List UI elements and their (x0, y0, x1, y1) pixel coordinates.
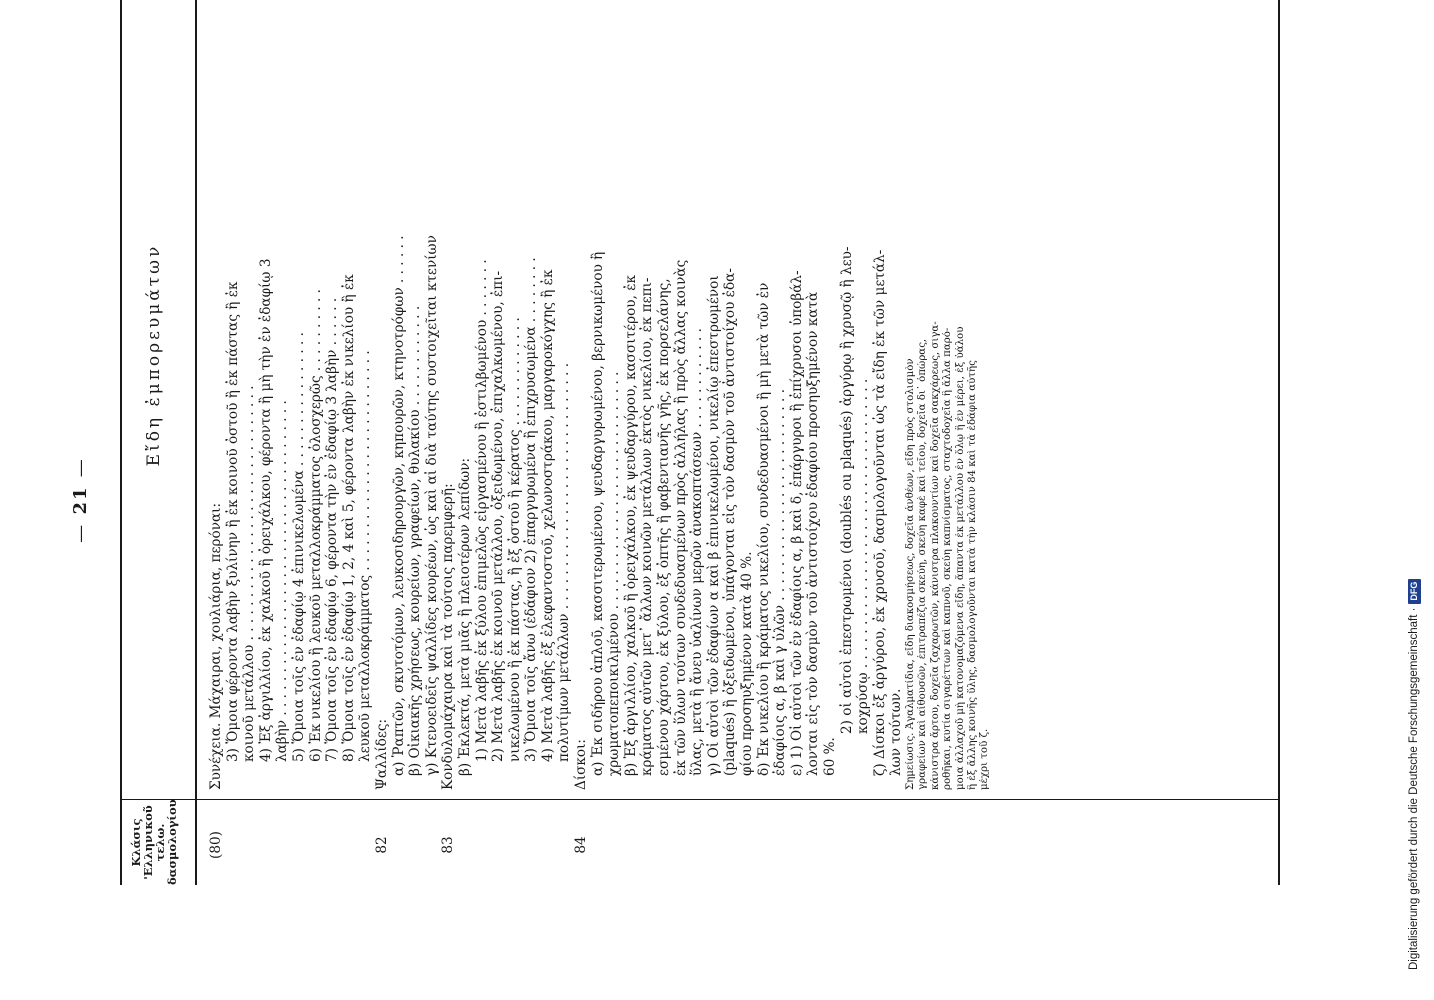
goods-line: Κονδυλομάχαιρα καὶ τὰ τούτοις παρεμφερῆ: (440, 483, 457, 790)
goods-line: λονται εἰς τὸν δασμὸν τοῦ ἀντιστοίχου ἐδαφίου προσηυξημένον κατὰ (805, 291, 822, 776)
goods-line: νικελωμένου ἢ ἐκ πάστας, ἢ ἐξ ὀστοῦ ἢ κέρατος . . . . . . . . . . . . . (506, 317, 523, 762)
class-number (706, 805, 723, 885)
goods-line: χρωματοπεποικιλμένου . . . . . . . . . . . . . . . . . . . . . . . . . . . . (606, 371, 623, 776)
class-number (888, 805, 905, 885)
class-number (457, 805, 474, 885)
goods-line: ἐδαφίοις α, β καὶ γ ὑλῶν . . . . . . . . . . . . . . . . . . . . . . . . . (772, 388, 789, 776)
class-number (606, 805, 623, 885)
goods-line: 1) Μετὰ λαβῆς ἐκ ξύλου ἐπιμελῶς εἰργασμένου ἢ ἐστιλβωμένου . . . . . . . (473, 259, 490, 762)
header-top-rule (120, 0, 122, 885)
class-number (474, 805, 491, 885)
class-number (225, 805, 242, 885)
goods-line: 2) Μετὰ λαβῆς ἐκ κοινοῦ μετάλλου, ὀξειδωμένου, ἐπιχαλκωμένου, ἐπι- (490, 270, 507, 762)
goods-line: λων τούτων. (888, 688, 905, 776)
class-column (208, 805, 905, 885)
goods-line: (plaqués) ἢ ὀξειδωμένοι, ὑπάγονται εἰς τὸν δασμὸν τοῦ ἀντιστοίχου ἐδα- (722, 268, 739, 776)
goods-line: φίου προσηυξημένον κατὰ 40 %. (739, 551, 755, 776)
goods-line: λαβὴν . . . . . . . . . . . . . . . . . . . . . . . . . . . . . . . . . . . . . (274, 400, 291, 762)
goods-line: ἐκ τῶν ὕλων τούτων συνδεδυασμένων πρὸς ἀλλήλας ἢ πρὸς ἄλλας κοινὰς (672, 259, 689, 776)
class-number (656, 805, 673, 885)
digitization-credit (1405, 30, 1423, 970)
class-number (274, 805, 291, 885)
class-number (872, 805, 889, 885)
class-number (291, 805, 308, 885)
goods-line: πολυτίμων μετάλλων . . . . . . . . . . . . . . . . . . . . . . . . . . . . . (556, 362, 573, 762)
goods-line: β) Ἐκλεκτά, μετὰ μιᾶς ἢ πλειοτέρων λεπίδων: (456, 457, 473, 776)
class-number (258, 805, 275, 885)
header-class-line: Κλάσις (129, 818, 143, 867)
note-line: μοια ἀλλαχοῦ μὴ κατονομαζόμενα εἴδη, ἅπαντα ἐκ μετάλλου ἐν ὅλῳ ἢ ἐν μέρει, ἐξ ὑάλου (954, 326, 966, 790)
goods-line: ὕλας, μετὰ ἢ ἄνευ ὑαλίνων μερῶν ἀνακοπτάσεων . . . . . . . . . . . . (689, 328, 706, 776)
class-number (324, 805, 341, 885)
class-number (507, 805, 524, 885)
goods-line: λευκοῦ μεταλλοκράμματος . . . . . . . . . . . . . . . . . . . . . . . . . . (357, 350, 374, 762)
goods-line: ζ) Δίσκοι ἐξ ἀργύρου, ἐκ χρυσοῦ, δασμολογοῦνται ὡς τὰ εἴδη ἐκ τῶν μετάλ- (871, 249, 888, 776)
goods-line: 5) Ὅμοια τοῖς ἐν ἐδαφίῳ 4 ἐπινικελωμένα . . . . . . . . . . . . . . . . (290, 332, 307, 762)
page-number-dash-left: — (70, 522, 91, 543)
class-number (391, 805, 408, 885)
dfg-logo: DFG (1408, 579, 1421, 604)
goods-line: Συνέχεια. Μάχαιραι, χουλιάρια, περόναι: (208, 502, 224, 790)
class-number (805, 805, 822, 885)
class-number (839, 805, 856, 885)
class-number (639, 805, 656, 885)
column-rule-left (120, 799, 1280, 800)
class-number (623, 805, 640, 885)
goods-line: εσμένου χάρτου, ἐκ ξύλου, ἐξ ὀπτῆς ἢ φαβεντιανῆς γῆς, ἐκ πορσελάνης, (656, 278, 673, 776)
class-number (341, 805, 358, 885)
note-line: ροθῆκαι, κυτία σιγαρέττων καὶ καπνοῦ, σκεύη καπνίσματος, σταχτοδοχεῖα ἢ ἄλλα παρό- (942, 327, 954, 790)
class-number: 83 (440, 836, 457, 854)
class-number (739, 805, 756, 885)
class-number (689, 805, 706, 885)
header-class-line: 'Ελληνικοῦ (141, 805, 155, 880)
goods-line: 4) Ἐξ ἀργιλλίου, ἐκ χαλκοῦ ἢ ὀρειχάλκου, φέροντα ἢ μὴ τὴν ἐν ἐδαφίῳ 3 (257, 258, 274, 762)
goods-line: ε) 1) Οἱ αὐτοὶ τῶν ἐν ἐδαφίοις α, β καὶ δ, ἐπάργυροι ἢ ἐπίχρυσοι ὑποβάλ- (788, 270, 805, 776)
goods-line: 6) Ἐκ νικελίου ἢ λευκοῦ μεταλλοκράμματος ὁλοσχερῶς . . . . . . . . . . (307, 289, 324, 762)
header-class-line: δασμολογίου (165, 799, 179, 885)
class-number (855, 805, 872, 885)
class-number (822, 805, 839, 885)
goods-line: 3) Ὅμοια τοῖς ἄνω (ἐδάφιον 2) ἐπαργυρωμένα ἢ ἐπιχρυσωμένα . . . . . . . . (523, 257, 540, 762)
table-bottom-rule (1278, 0, 1280, 885)
class-number: 84 (573, 836, 590, 854)
digitization-sidebar (1405, 30, 1425, 970)
note-line: γραφείων καὶ αἰθουσῶν, ἐπιτραπέζια σκεύη, σκεύη καφὲ καὶ τεῖου, δοχεῖα δι᾽ ὀπώρας, (917, 338, 929, 790)
goods-line: δ) Ἐκ νικελίου ἢ κράματος νικελίου, συνδεδυασμένοι ἢ μὴ μετὰ τῶν ἐν (755, 282, 772, 776)
goods-line: α) Ἐκ σιδήρου ἀπλοῦ, κασσιτερωμένου, ψευδαργυρωμένου, βερνικωμένου ἢ (589, 251, 606, 776)
goods-line: κοινοῦ μετάλλου . . . . . . . . . . . . . . . . . . . . . . . . . . . . . . (241, 385, 258, 762)
class-number (308, 805, 325, 885)
class-number: 82 (373, 836, 390, 854)
class-number (241, 805, 258, 885)
goods-line: γ) Κτενοειδεῖς ψαλλίδες κουρέων, ὡς καὶ αἱ διὰ ταύτης συστοιχεῖται κτενίων (423, 235, 440, 776)
class-number (556, 805, 573, 885)
goods-column (208, 0, 992, 790)
class-number (490, 805, 507, 885)
class-number (722, 805, 739, 885)
page-number-value: 21 (70, 485, 91, 515)
class-number (407, 805, 424, 885)
header-goods-column: Εἴδη ἐμπορευμάτων (144, 243, 164, 467)
note-line: μέχρι τοῦ ζ. (979, 728, 991, 790)
header-class-column (130, 800, 178, 885)
class-number (357, 805, 374, 885)
goods-line: κράματος αὐτῶν μετ᾽ ἄλλων κοινῶν μετάλλων ἐκτὸς νικελίου, ἐκ πεπι- (639, 277, 656, 776)
class-number (523, 805, 540, 885)
goods-line: α) Ῥαπτῶν, σκυτοτόμων, λευκοσιδηρουργῶν, κηπουρῶν, κτηνοτρόφων . . . . . . (390, 235, 407, 776)
note-line: Σημείωσις. Ἀγαλματίδια, εἴδη διακοσμήσεως, δοχεῖα ἀνθέων, εἴδη πρὸς στολισμὸν (904, 358, 916, 790)
header-bottom-rule (195, 0, 197, 885)
digitization-credit-text: Digitalisierung gefördert durch die Deutsche Forschungsgemeinschaft · (1408, 607, 1420, 970)
class-number (540, 805, 557, 885)
class-number: (80) (208, 831, 224, 859)
page-number (70, 440, 91, 560)
class-number (590, 805, 607, 885)
goods-line: Ψαλλίδες: (373, 718, 390, 790)
page-number-dash-right: — (70, 457, 91, 478)
note-line: ἢ ἐξ ἄλλης κοινῆς ὕλης, δασμολογοῦνται κατὰ τὴν κλάσιν 84 καὶ τὰ ἐδάφια αὐτῆς (966, 360, 978, 790)
goods-line: κοχρύσῳ . . . . . . . . . . . . . . . . . . . . . . . . . . . . . . . . . . (855, 378, 872, 734)
goods-line: Δίσκοι: (573, 738, 590, 790)
goods-line: 4) Μετὰ λαβῆς ἐξ ἐλεφαντοστοῦ, χελωνοστράκου, μαργαροκόγχης ἢ ἐκ (539, 269, 556, 762)
goods-line: 7) Ὅμοια τοῖς ἐν ἐδαφίῳ 6, φέροντα τὴν ἐν ἐδαφίῳ 3 λαβὴν . . . . . . (324, 297, 341, 762)
goods-line: 60 %. (821, 737, 838, 776)
class-number (789, 805, 806, 885)
goods-line: γ) Οἱ αὐτοὶ τῶν ἐδαφίων α καὶ β ἐπινικελωμένοι, νικελίῳ ἐπεστρωμένοι (705, 275, 722, 776)
class-number (756, 805, 773, 885)
goods-line: 8) Ὅμοια τοῖς ἐν ἐδαφίῳ 1, 2, 4 καὶ 5, φέροντα λαβὴν ἐκ νικελίου ἢ ἐκ (340, 274, 357, 762)
header-class-line: τελω. (153, 823, 167, 862)
class-number (673, 805, 690, 885)
goods-line: β) Οἰκιακῆς χρήσεως, κουρείων, γραφείων, θυλακίου . . . . . . . . . . . . (407, 305, 424, 776)
goods-line: 3) Ὅμοια φέροντα λαβὴν ξυλίνην ἢ ἐκ κοινοῦ ὀστοῦ ἢ ἐκ πάστας ἢ ἐκ (224, 281, 241, 762)
goods-line: β) Ἐξ ἀργιλλίου, χαλκοῦ ἢ ὀρειχάλκου, ἐκ ψευδαργύρου, κασσιτέρου, ἐκ (622, 275, 639, 776)
class-number (424, 805, 441, 885)
goods-line: 2) οἱ αὐτοὶ ἐπεστρωμένοι (doublés ou plaqués) ἀργύρῳ ἢ χρυσῷ ἢ λευ- (838, 246, 855, 734)
class-number (772, 805, 789, 885)
note-line: κάνιστρα ἄρτου, δοχεῖα ζαχαρωτῶν, κάνιστρα πλακουντίων καὶ δοχεῖα σακχάρεως, σιγα- (929, 321, 941, 790)
